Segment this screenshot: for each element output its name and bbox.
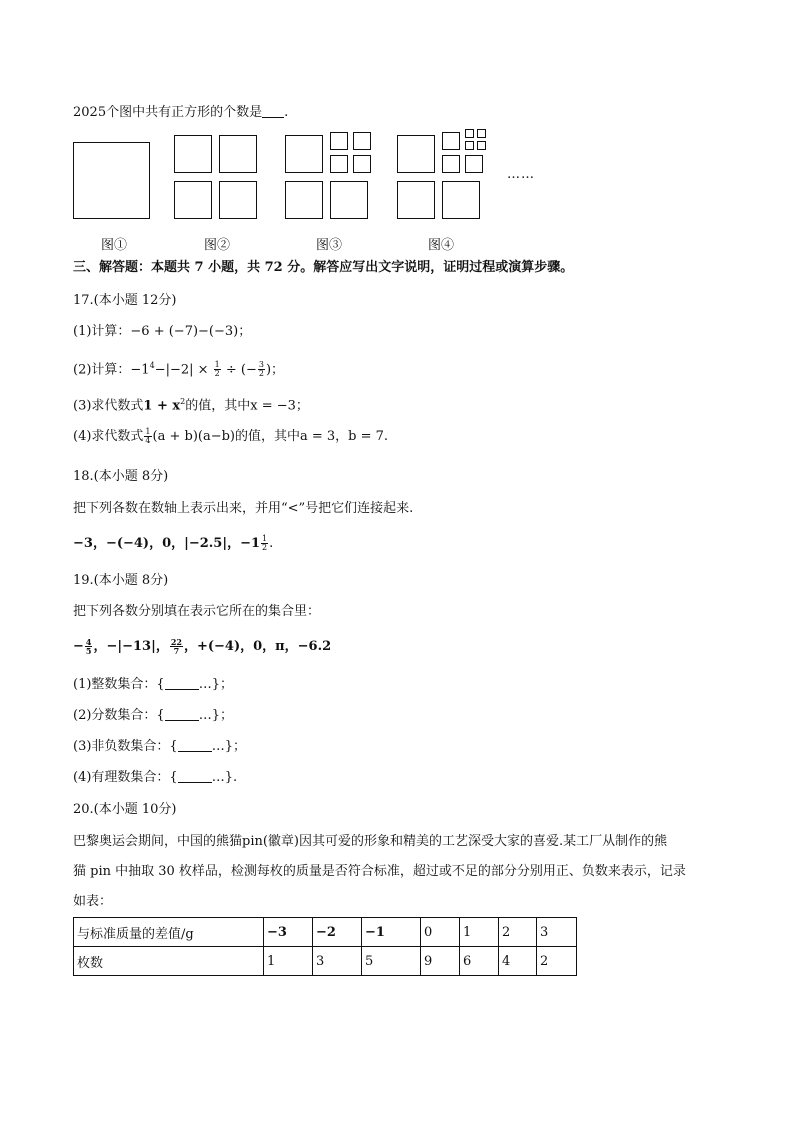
table-cell: 1 — [264, 947, 313, 976]
figure-ellipsis: …… — [507, 167, 535, 182]
q17-part3: (3)求代数式$1 + x^2$的值，其中x = −3； — [73, 397, 309, 414]
q20-paragraph-line: 猫 pin 中抽取 30 枚样品，检测每枚的质量是否符合标准，超过或不足的部分分别用正、负数来表示，记录 — [73, 864, 686, 879]
table-cell: 3 — [537, 918, 577, 947]
figure-4-square — [397, 135, 435, 173]
answer-blank — [178, 739, 212, 752]
q18-instruction: 把下列各数在数轴上表示出来，并用“<”号把它们连接起来. — [73, 501, 414, 516]
figure-3-square — [353, 155, 371, 173]
q19-instruction: 把下列各数分别填在表示它所在的集合里： — [73, 604, 321, 619]
table-cell: 4 — [499, 947, 537, 976]
table-cell: 9 — [421, 947, 460, 976]
fraction: $\frac{1}{2}$ — [262, 534, 268, 552]
q19-set-rational: (4)有理数集合：{ …}. — [73, 770, 238, 785]
q18-numbers: −3，−(−4)，0，|−2.5|，−1 $\frac{1}{2}$ . — [73, 534, 274, 552]
fraction: $\frac{3}{2}$ — [258, 360, 264, 379]
table-cell: −3 — [264, 918, 313, 947]
figure-4-square — [477, 129, 486, 138]
answer-blank — [262, 105, 284, 118]
q19-set-fractions: (2)分数集合：{ …}； — [73, 708, 233, 723]
table-row — [74, 918, 577, 947]
q20-paragraph-line: 巴黎奥运会期间，中国的熊猫pin(徽章)因其可爱的形象和精美的工艺深受大家的喜爱.某工厂从制作的熊 — [73, 834, 668, 849]
q19-title: 19.(本小题 8分) — [73, 573, 169, 588]
figure-1-label: 图① — [101, 238, 128, 253]
figure-4-square — [465, 141, 474, 150]
answer-blank — [178, 770, 212, 783]
section-heading: 三、解答题：本题共 7 小题，共 72 分。解答应写出文字说明，证明过程或演算步骤。 — [73, 260, 574, 275]
q16-text: 2025个图中共有正方形的个数是 — [73, 105, 263, 120]
figure-3-square — [330, 181, 368, 219]
table-cell: 5 — [362, 947, 421, 976]
q19-set-nonnegative: (3)非负数集合：{ …}； — [73, 739, 246, 754]
figure-3-square — [285, 135, 323, 173]
q17-title: 17.(本小题 12分) — [73, 293, 177, 308]
figure-4-square — [442, 132, 460, 150]
table-cell: 2 — [499, 918, 537, 947]
figure-4-square — [442, 181, 480, 219]
q17-part1: (1)计算：−6 + (−7)−(−3)； — [73, 324, 252, 339]
figure-4-square — [465, 129, 474, 138]
figure-3-square — [330, 155, 348, 173]
table-cell: 0 — [421, 918, 460, 947]
figure-4-square — [465, 155, 483, 173]
table-header-cell: 与标准质量的差值/g — [74, 918, 264, 947]
figure-2-square — [219, 135, 257, 173]
table-cell: −1 — [362, 918, 421, 947]
q20-record-table — [73, 917, 577, 976]
q16-question: 2025个图中共有正方形的个数是 . — [73, 105, 289, 120]
table-header-cell: 枚数 — [74, 947, 264, 976]
figure-2-square — [219, 181, 257, 219]
table-cell: 6 — [460, 947, 499, 976]
table-cell: 3 — [313, 947, 362, 976]
q20-paragraph-line: 如表： — [73, 894, 113, 909]
figure-4-square — [397, 181, 435, 219]
fraction: $\frac{4}{5}$ — [85, 637, 92, 656]
q17-part2: (2)计算：$-1^4-|-2|$ × $\frac{1}{2}$ ÷ (− $\frac{3}{2}$ )； — [73, 360, 285, 379]
figure-2-label: 图② — [204, 238, 231, 253]
answer-blank — [165, 708, 199, 721]
fraction: $\frac{1}{4}$ — [145, 427, 151, 445]
fraction: $\frac{22}{7}$ — [170, 637, 182, 656]
table-cell: 2 — [537, 947, 577, 976]
figure-3-square — [330, 132, 348, 150]
q20-title: 20.(本小题 10分) — [73, 802, 177, 817]
q17-part4: (4)求代数式 $\frac{1}{4}$ (a + b)(a−b)的值，其中a = 3，b = 7. — [73, 427, 389, 445]
figure-3-square — [353, 132, 371, 150]
table-cell: −2 — [313, 918, 362, 947]
fraction: $\frac{1}{2}$ — [214, 360, 220, 379]
figure-3-label: 图③ — [316, 238, 343, 253]
figure-4-square — [442, 155, 460, 173]
answer-blank — [165, 677, 199, 690]
figure-4-square — [477, 141, 486, 150]
table-cell: 1 — [460, 918, 499, 947]
q18-title: 18.(本小题 8分) — [73, 469, 169, 484]
q19-set-integers: (1)整数集合：{ …}； — [73, 677, 233, 692]
table-row — [74, 947, 577, 976]
figure-1-square — [73, 142, 150, 219]
figure-2-square — [174, 181, 212, 219]
figure-4-label: 图④ — [428, 238, 455, 253]
figure-2-square — [174, 135, 212, 173]
figure-3-square — [285, 181, 323, 219]
q19-numbers: − $\frac{4}{5}$ ，−|−13|， $\frac{22}{7}$ ，+(−4)，0，π，−6.2 — [73, 637, 332, 656]
